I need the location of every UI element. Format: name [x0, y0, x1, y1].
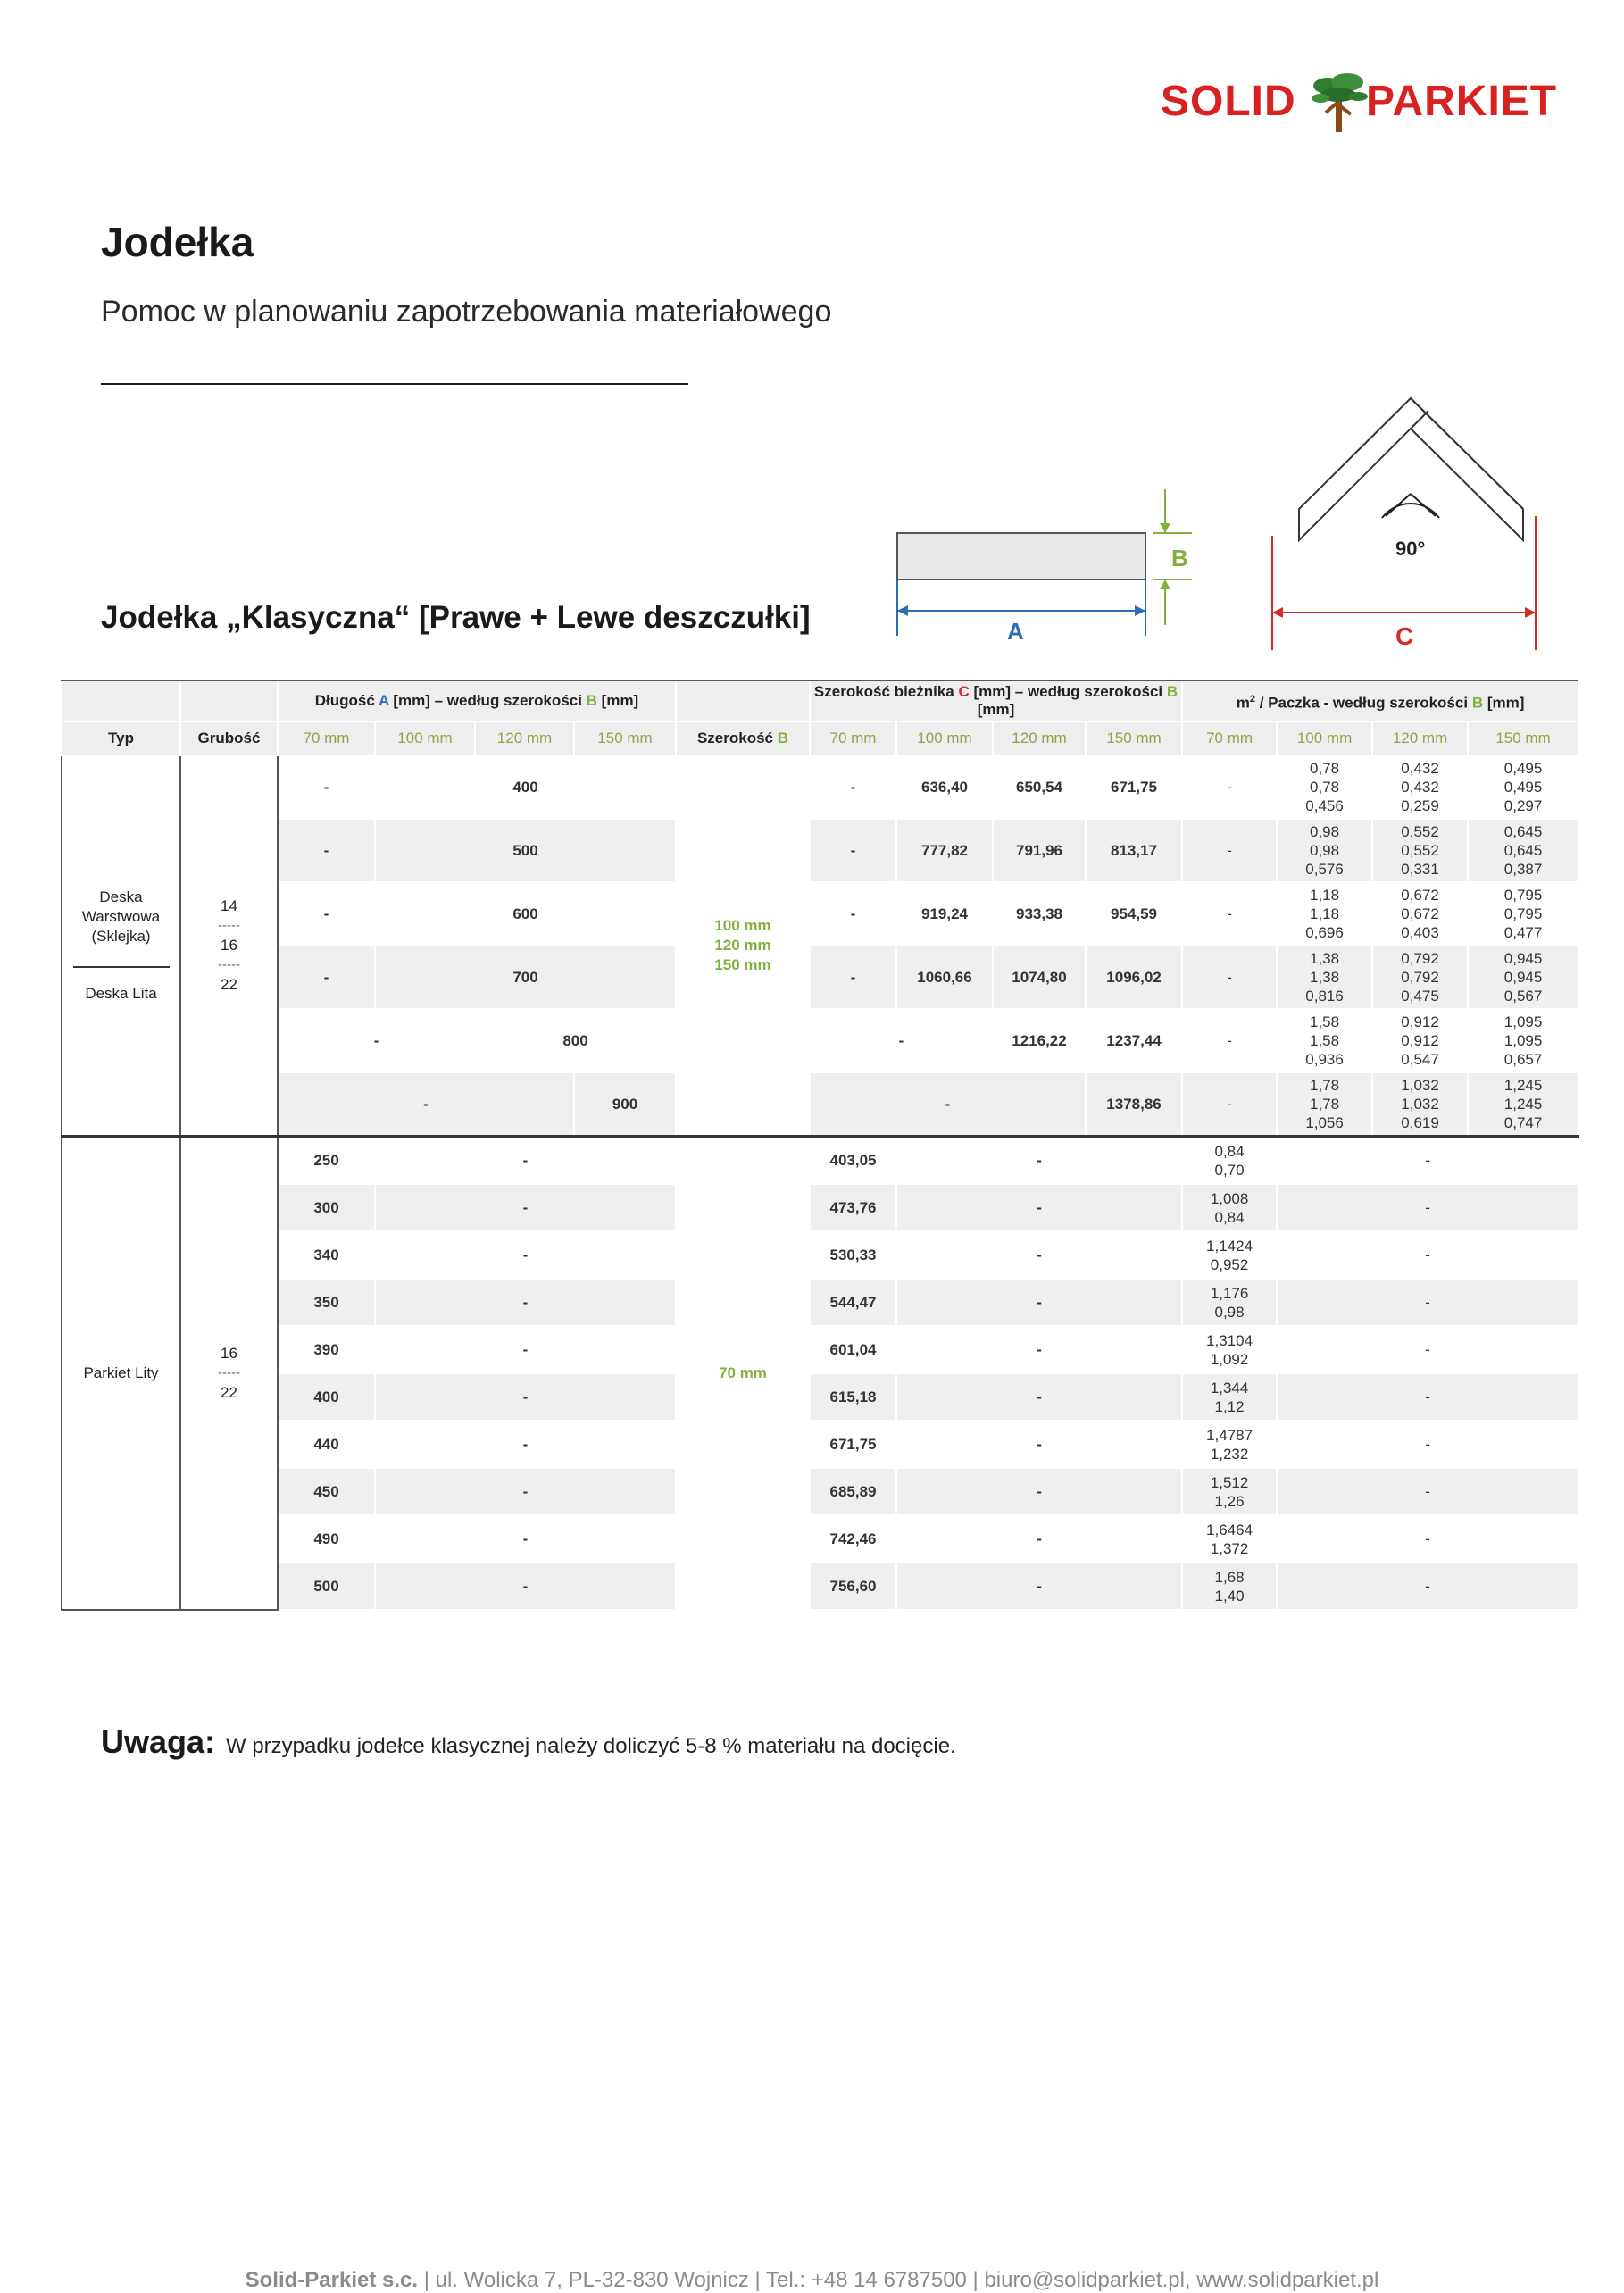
page-footer	[0, 2268, 1624, 2293]
header-m2-pack: $m^2$ / Paczka - według szerokości B [mm]	[1182, 680, 1578, 721]
table-row: 300 - 473,76 - 1,008 0,84 -	[62, 1184, 1578, 1231]
table-row: 450 - 685,89 - 1,512 1,26 -	[62, 1468, 1578, 1515]
grubosc-cell-2: 16 ----- 22	[180, 1137, 278, 1611]
table-row: 340 - 530,33 - 1,1424 0,952 -	[62, 1231, 1578, 1279]
label-a: A	[1007, 618, 1024, 645]
table-row: - 900 - 1378,86 - 1,78 1,78 1,056 1,032 1,032 0,619 1,245 1,245 0,747	[62, 1072, 1578, 1137]
brand-word-parkiet: PARKIET	[1366, 78, 1558, 125]
table-row: 490 - 742,46 - 1,6464 1,372 -	[62, 1515, 1578, 1563]
header-typ: Typ	[62, 721, 180, 755]
table-row: - 600 - 919,24 933,38 954,59 - 1,18 1,18 0,696 0,672 0,672 0,403 0,795 0,795 0,477	[62, 882, 1578, 946]
material-table: Długość A [mm] – według szerokości B [mm] Szerokość bieżnika C [mm] – według szerokości B [mm] $m^2$ / Paczka - według szerokości B [mm] Typ Grubość 70 mm 100 mm 120 mm 150 mm Szerokość B 70 mm 100 mm 120 mm 150 mm 70 mm 100 mm 120 mm 150 mm Deska Warstwowa (Sklejka) Deska Lita 14 ----- 16 ----- 22 - 400 100 mm 120 mm 150 mm - 636,40 650,54 671,75 - 0,78 0,78 0,456 0,432 0,432 0,259 0,495 0,495 0,297 - 500 - 777,82 791,96 813,17 - 0,98 0,98 0,576 0,552 0,552 0,331 0,645 0,645 0,387 - 600 - 919,24 933,38 954,59 - 1,18 1,18 0,696 0,672 0,672 0,403 0,795 0,795 0,477 - 700 - 1060,66 1074,80 1096,02 - 1,38 1,38 0,816 0,792 0,792 0,475 0,945 0,945 0,567 - 800 - 1216,22 1237,44 - 1,58 1,58 0,936 0,912 0,912 0,547 1,095 1,095 0,657 - 900 - 1378,86 - 1,78 1,78 1,056 1,032 1,032 0,619 1,245 1,245 0,747 Parkiet Lity 16 ----- 22 250 - 70 mm 403,05 - 0,84 0,70 - 300 - 473,76 - 1,008 0,84 - 340 - 530,33 - 1,1424 0,952 - 350 - 544,47 - 1,176 0,98 - 390 - 601,04 - 1,3104 1,092 - 400 - 615,18 - 1,344 1,12 - 440 - 671,75 - 1,4787 1,232 - 450 - 685,89 - 1,512 1,26 - 490 - 742,46 - 1,6464 1,372 - 500 - 756,60 - 1,68 1,40 -	[61, 680, 1579, 1611]
table-row: Parkiet Lity 16 ----- 22 250 - 70 mm 403,05 - 0,84 0,70 -	[62, 1137, 1578, 1185]
table-row: 500 - 756,60 - 1,68 1,40 -	[62, 1563, 1578, 1610]
footer-contact: | ul. Wolicka 7, PL-32-830 Wojnicz | Tel.: +48 14 6787500 | biuro@solidparkiet.pl, www.solidparkiet.pl	[418, 2268, 1379, 2292]
szerokosc-cell-1: 100 mm 120 mm 150 mm	[676, 755, 810, 1137]
label-c: C	[1395, 622, 1414, 650]
page-subtitle: Pomoc w planowaniu zapotrzebowania materiałowego	[101, 295, 832, 329]
section-title: Jodełka „Klasyczna“ [Prawe + Lewe deszczułki]	[101, 600, 811, 635]
table-row: - 700 - 1060,66 1074,80 1096,02 - 1,38 1,38 0,816 0,792 0,792 0,475 0,945 0,945 0,567	[62, 946, 1578, 1009]
typ-cell-solid: Parkiet Lity	[62, 1137, 180, 1611]
note-text: W przypadku jodełce klasycznej należy doliczyć 5-8 % materiału na docięcie.	[226, 1734, 956, 1758]
header-runner-width: Szerokość bieżnika C [mm] – według szerokości B [mm]	[810, 680, 1182, 721]
table-row: - 500 - 777,82 791,96 813,17 - 0,98 0,98 0,576 0,552 0,552 0,331 0,645 0,645 0,387	[62, 819, 1578, 882]
plank-diagram	[897, 489, 1192, 645]
typ-cell-layered: Deska Warstwowa (Sklejka) Deska Lita	[62, 755, 180, 1137]
table-top-border	[61, 680, 1578, 681]
footer-company: Solid-Parkiet s.c.	[245, 2268, 419, 2292]
grubosc-cell-1: 14 ----- 16 ----- 22	[180, 755, 278, 1137]
dimension-diagrams	[0, 0, 1624, 679]
brand-word-solid: SOLID	[1161, 78, 1296, 125]
table-row: 350 - 544,47 - 1,176 0,98 -	[62, 1279, 1578, 1326]
table-row: 440 - 671,75 - 1,4787 1,232 -	[62, 1421, 1578, 1468]
header-grubosc: Grubość	[180, 721, 278, 755]
header-length: Długość A [mm] – według szerokości B [mm]	[278, 680, 676, 721]
page-title: Jodełka	[101, 219, 254, 265]
angle-label: 90°	[1395, 538, 1426, 560]
table-row: Deska Warstwowa (Sklejka) Deska Lita 14 ----- 16 ----- 22 - 400 100 mm 120 mm 150 mm - 636,40 650,54 671,75 - 0,78 0,78 0,456 0,432 0,432 0,259 0,495 0,495 0,297	[62, 755, 1578, 819]
header-szerokosc: Szerokość B	[676, 721, 810, 755]
chevron-diagram	[1272, 398, 1536, 650]
table-row: - 800 - 1216,22 1237,44 - 1,58 1,58 0,936 0,912 0,912 0,547 1,095 1,095 0,657	[62, 1009, 1578, 1072]
note-label: Uwaga:	[101, 1723, 216, 1760]
label-b: B	[1171, 545, 1188, 571]
table-row: 390 - 601,04 - 1,3104 1,092 -	[62, 1326, 1578, 1373]
szerokosc-cell-2: 70 mm	[676, 1137, 810, 1611]
table-row: 400 - 615,18 - 1,344 1,12 -	[62, 1373, 1578, 1421]
